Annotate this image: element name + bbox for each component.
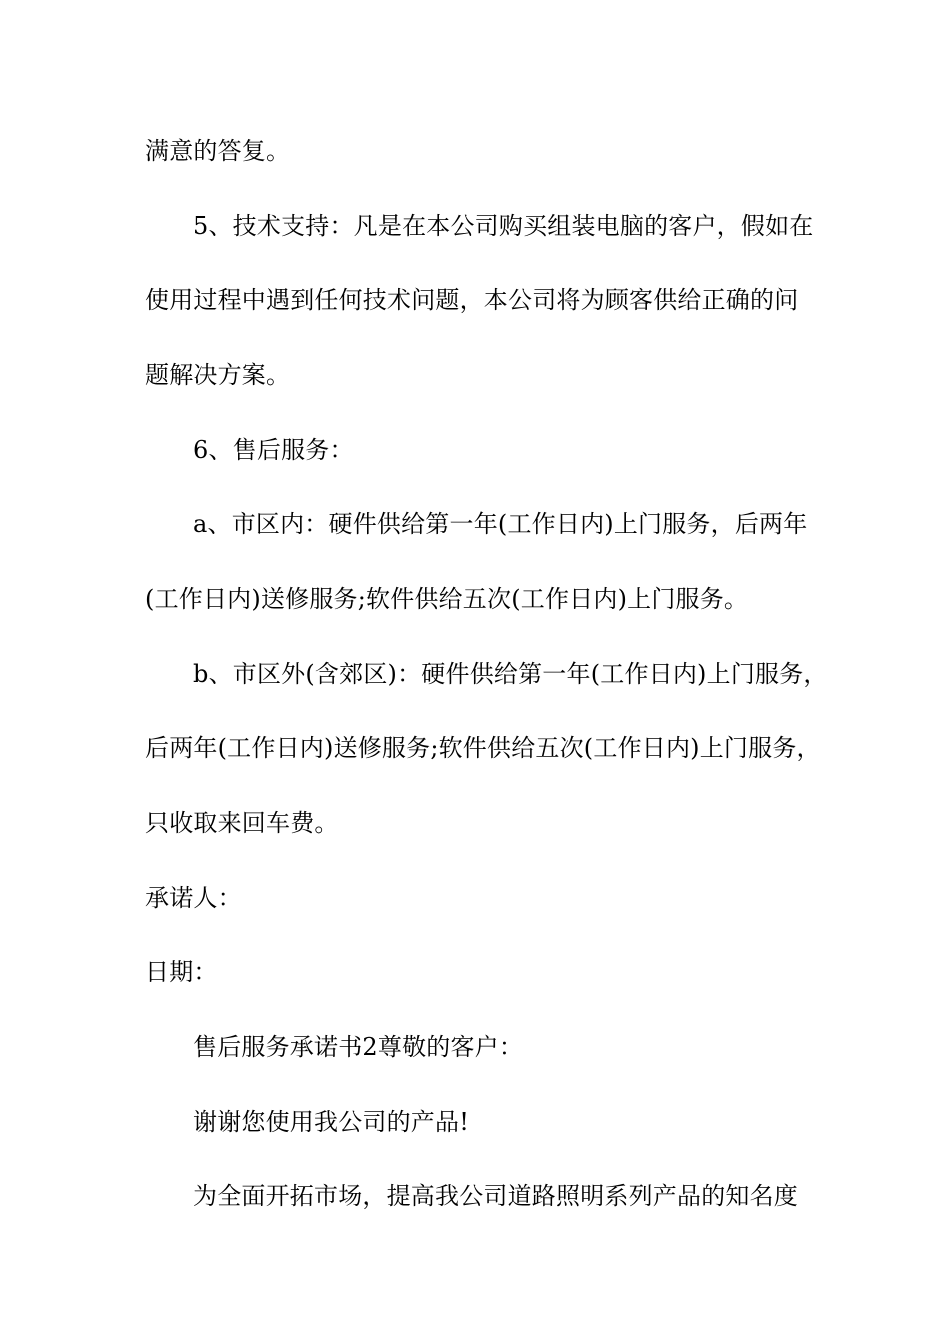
text-line: 售后服务承诺书2尊敬的客户：: [193, 1033, 524, 1061]
text-line: 谢谢您使用我公司的产品!: [193, 1108, 470, 1136]
text-line: 日期：: [145, 958, 218, 986]
text-line: (工作日内)送修服务;软件供给五次(工作日内)上门服务。: [145, 585, 749, 613]
text-line: 只收取来回车费。: [145, 809, 339, 837]
text-line: a、市区内：硬件供给第一年(工作日内)上门服务，后两年: [193, 510, 808, 538]
text-line: b、市区外(含郊区)：硬件供给第一年(工作日内)上门服务，: [193, 660, 828, 688]
text-line: 题解决方案。: [145, 361, 291, 389]
text-line: 为全面开拓市场，提高我公司道路照明系列产品的知名度: [193, 1182, 798, 1210]
text-line: 承诺人：: [145, 884, 242, 912]
text-line: 5、技术支持：凡是在本公司购买组装电脑的客户，假如在: [193, 212, 814, 240]
text-line: 使用过程中遇到任何技术问题，本公司将为顾客供给正确的问: [145, 286, 799, 314]
text-line: 6、售后服务：: [193, 436, 354, 464]
text-line: 满意的答复。: [145, 137, 291, 165]
text-line: 后两年(工作日内)送修服务;软件供给五次(工作日内)上门服务，: [145, 734, 821, 762]
